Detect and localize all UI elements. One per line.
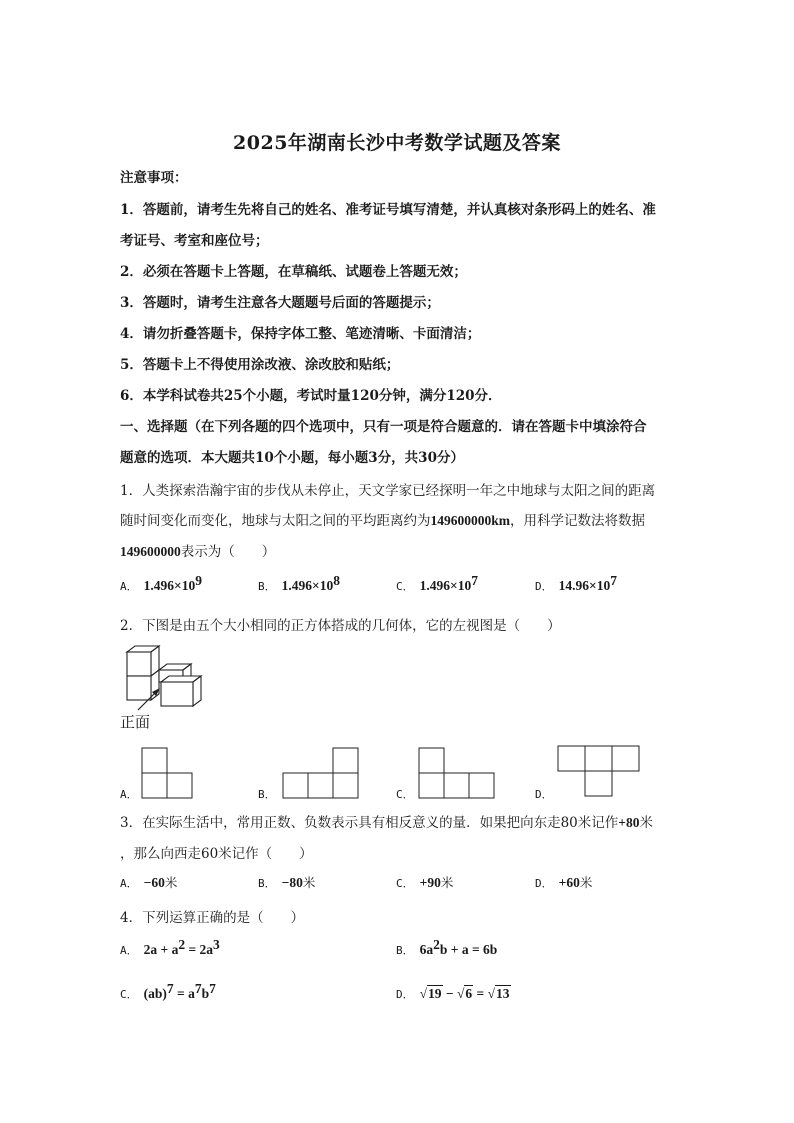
q3-option-d[interactable]: D． +60米 <box>535 875 593 890</box>
q4-option-d[interactable]: D． √19 − √6 = √13 <box>396 986 510 1001</box>
q1-distance-math: 149600000km <box>430 513 511 528</box>
cube-front-face <box>127 652 151 676</box>
notice-item: 6．本学科试卷共25个小题，考试时量120分钟，满分120分． <box>120 388 502 404</box>
q4-option-a[interactable]: A． $2a + a^2 = 2a^3$ <box>120 937 220 957</box>
q3-option-c[interactable]: C． +90米 <box>396 875 454 890</box>
q1-line1: 1．人类探索浩瀚宇宙的步伐从未停止，天文学家已经探明一年之中地球与太阳之间的距离 <box>120 483 656 499</box>
q1-line3: 149600000表示为（ ） <box>120 544 276 560</box>
cube-figure <box>116 644 208 712</box>
page-title: 2025年湖南长沙中考数学试题及答案 <box>233 132 561 154</box>
q4-option-b[interactable]: B． $6a^2b + a = 6b$ <box>396 937 498 957</box>
sqrt-icon: √ <box>487 986 496 1001</box>
q2-option-d-label[interactable]: D． <box>535 788 553 801</box>
notice-heading: 注意事项： <box>120 170 188 186</box>
q2-option-b-figure[interactable] <box>280 746 362 800</box>
notice-item: 2．必须在答题卡上答题，在草稿纸、试题卷上答题无效； <box>120 264 467 280</box>
notice-item: 5．答题卡上不得使用涂改液、涂改胶和贴纸； <box>120 357 400 373</box>
q2-option-c-figure[interactable] <box>417 746 499 800</box>
q1-option-d[interactable]: D． $14.96\times 10^7$ <box>535 573 617 593</box>
q4-option-c[interactable]: C． $(ab)^7 = a^7b^7$ <box>120 981 216 1001</box>
q2-option-d-figure[interactable] <box>556 744 642 800</box>
q1-option-b[interactable]: B． $1.496\times 10^8$ <box>258 573 340 593</box>
q3-option-a[interactable]: A． −60米 <box>120 875 178 890</box>
sqrt-icon: √ <box>457 986 465 1001</box>
q4-text: 4．下列运算正确的是（ ） <box>120 910 305 926</box>
q3-line1: 3．在实际生活中，常用正数、负数表示具有相反意义的量．如果把向东走80米记作+80米 <box>120 815 653 831</box>
q1-option-a[interactable]: A． $1.496\times 10^9$ <box>120 573 202 593</box>
q3-line2: ，那么向西走60米记作（ ） <box>120 846 313 862</box>
sqrt-icon: √ <box>419 986 428 1001</box>
q3-option-b[interactable]: B． −80米 <box>258 875 316 890</box>
q2-option-a-label[interactable]: A． <box>120 788 138 801</box>
section-heading: 一、选择题（在下列各题的四个选项中，只有一项是符合题意的．请在答题卡中填涂符合 <box>120 419 647 435</box>
q2-text: 2．下图是由五个大小相同的正方体搭成的几何体，它的左视图是（ ） <box>120 618 561 634</box>
front-label: 正面 <box>120 713 151 731</box>
q2-option-b-label[interactable]: B． <box>258 788 276 801</box>
q1-line2: 随时间变化而变化，地球与太阳之间的平均距离约为149600000km，用科学记数法将数据 <box>120 513 646 529</box>
notice-item: 1．答题前，请考生先将自己的姓名、准考证号填写清楚，并认真核对条形码上的姓名、准 <box>120 202 656 218</box>
notice-item: 考证号、考室和座位号； <box>120 233 269 249</box>
notice-item: 3．答题时，请考生注意各大题题号后面的答题提示； <box>120 295 440 311</box>
q2-option-a-figure[interactable] <box>140 746 196 800</box>
section-heading-cont: 题意的选项．本大题共10个小题，每小题3分，共30分） <box>120 450 464 466</box>
q1-option-c[interactable]: C． $1.496\times 10^7$ <box>396 573 478 593</box>
notice-item: 4．请勿折叠答题卡，保持字体工整、笔迹清晰、卡面清洁； <box>120 326 481 342</box>
q2-option-c-label[interactable]: C． <box>396 788 414 801</box>
